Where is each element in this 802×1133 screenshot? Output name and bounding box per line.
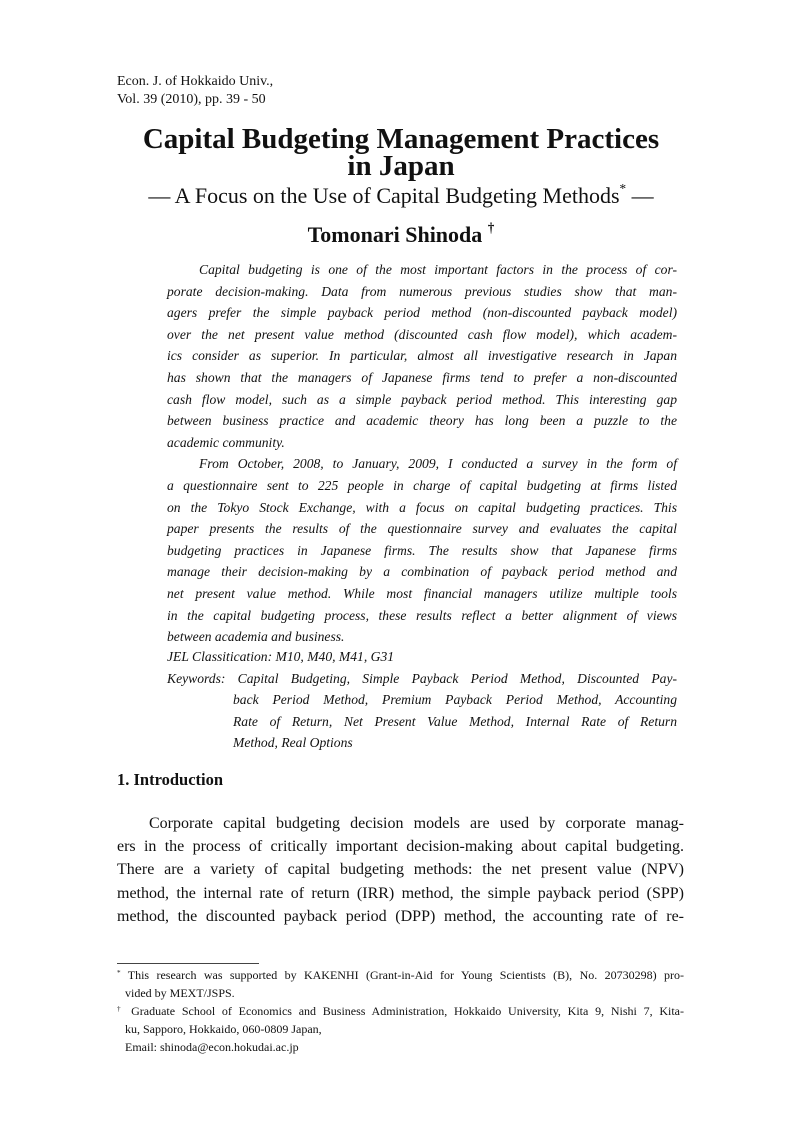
title-line: in Japan bbox=[347, 150, 455, 182]
keywords-line: back Period Method, Premium Payback Period Method, Accounting bbox=[233, 692, 677, 708]
footnote-mark: * bbox=[619, 181, 627, 196]
footnote-mark: * bbox=[117, 969, 121, 977]
journal-name: Econ. J. of Hokkaido Univ., bbox=[117, 74, 274, 89]
abstract-line: From October, 2008, to January, 2009, I conducted a survey in the form of bbox=[199, 456, 677, 472]
paper-subtitle bbox=[0, 183, 802, 209]
abstract bbox=[167, 259, 677, 648]
footnotes bbox=[117, 966, 684, 1056]
body-line: method, the discounted payback period (DPP) method, the accounting rate of re- bbox=[117, 907, 684, 925]
abstract-line: manage their decision-making by a combination of payback period method and bbox=[167, 564, 677, 580]
keywords-line: Keywords: Capital Budgeting, Simple Payback Period Method, Discounted Pay- bbox=[167, 670, 677, 686]
classification-block bbox=[167, 646, 677, 754]
abstract-line: budgeting practices in Japanese firms. The results show that Japanese firms bbox=[167, 542, 677, 558]
footnote-mark: † bbox=[487, 220, 495, 235]
abstract-line: academic community. bbox=[167, 434, 285, 450]
journal-citation bbox=[117, 73, 273, 109]
abstract-line: in the capital budgeting process, these results reflect a better alignment of views bbox=[167, 607, 677, 623]
keywords-line: Rate of Return, Net Present Value Method, Internal Rate of Return bbox=[233, 713, 677, 729]
body-line: method, the internal rate of return (IRR) method, the simple payback period (SPP) bbox=[117, 884, 684, 902]
abstract-line: cash flow model, such as a simple payback period method. This interesting gap bbox=[167, 391, 677, 407]
body-line: ers in the process of critically important decision-making about capital budgeting. bbox=[117, 838, 684, 856]
abstract-line: porate decision-making. Data from numerous previous studies show that man- bbox=[167, 283, 677, 299]
journal-volume: Vol. 39 (2010), pp. 39 - 50 bbox=[117, 92, 266, 107]
abstract-line: between academia and business. bbox=[167, 629, 345, 645]
subtitle-tail: — bbox=[626, 183, 654, 208]
footnote-line bbox=[117, 966, 684, 984]
paper-title bbox=[0, 123, 802, 182]
abstract-line: Capital budgeting is one of the most important factors in the process of cor- bbox=[199, 262, 677, 277]
footnote-line: vided by MEXT/JSPS. bbox=[125, 986, 235, 1000]
subtitle-text: — A Focus on the Use of Capital Budgeting Methods bbox=[148, 183, 620, 208]
abstract-line: over the net present value method (discounted cash flow model), which academ- bbox=[167, 326, 677, 342]
section-heading: 1. Introduction bbox=[117, 770, 224, 789]
abstract-line: ics consider as superior. In particular, almost all investigative research in Japan bbox=[167, 348, 677, 364]
abstract-line: has shown that the managers of Japanese firms tend to prefer a non-discounted bbox=[167, 369, 677, 385]
body-line: There are a variety of capital budgeting methods: the net present value (NPV) bbox=[117, 861, 684, 879]
body-line: Corporate capital budgeting decision models are used by corporate manag- bbox=[149, 815, 684, 832]
footnote-text: This research was supported by KAKENHI (Grant-in-Aid for Young Scientists (B), No. 20730298) pro- bbox=[127, 968, 684, 982]
footnote-line bbox=[117, 1002, 684, 1020]
jel-classification: JEL Classitication: M10, M40, M41, G31 bbox=[167, 649, 395, 664]
abstract-line: between business practice and academic theory has long been a puzzle to the bbox=[167, 413, 677, 429]
abstract-line: a questionnaire sent to 225 people in charge of capital budgeting at firms listed bbox=[167, 477, 677, 493]
footnote-email: Email: shinoda@econ.hokudai.ac.jp bbox=[125, 1040, 299, 1054]
abstract-line: paper presents the results of the questionnaire survey and evaluates the capital bbox=[167, 521, 677, 537]
footnote-divider bbox=[117, 963, 259, 964]
footnote-text: Graduate School of Economics and Business Administration, Hokkaido University, Kita 9, Nishi 7, Kita- bbox=[131, 1004, 684, 1018]
author bbox=[0, 222, 802, 248]
footnote-line: ku, Sapporo, Hokkaido, 060-0809 Japan, bbox=[125, 1022, 322, 1036]
abstract-line: on the Tokyo Stock Exchange, with a focus on capital budgeting practices. This bbox=[167, 499, 677, 515]
abstract-line: agers prefer the simple payback period method (non-discounted payback model) bbox=[167, 305, 677, 321]
author-name: Tomonari Shinoda bbox=[307, 222, 483, 247]
footnote-mark: † bbox=[117, 1005, 125, 1013]
abstract-line: net present value method. While most financial managers utilize multiple tools bbox=[167, 585, 677, 601]
title-line: Capital Budgeting Management Practices bbox=[142, 123, 660, 155]
keywords-line: Method, Real Options bbox=[233, 735, 353, 751]
body-text bbox=[117, 812, 684, 928]
